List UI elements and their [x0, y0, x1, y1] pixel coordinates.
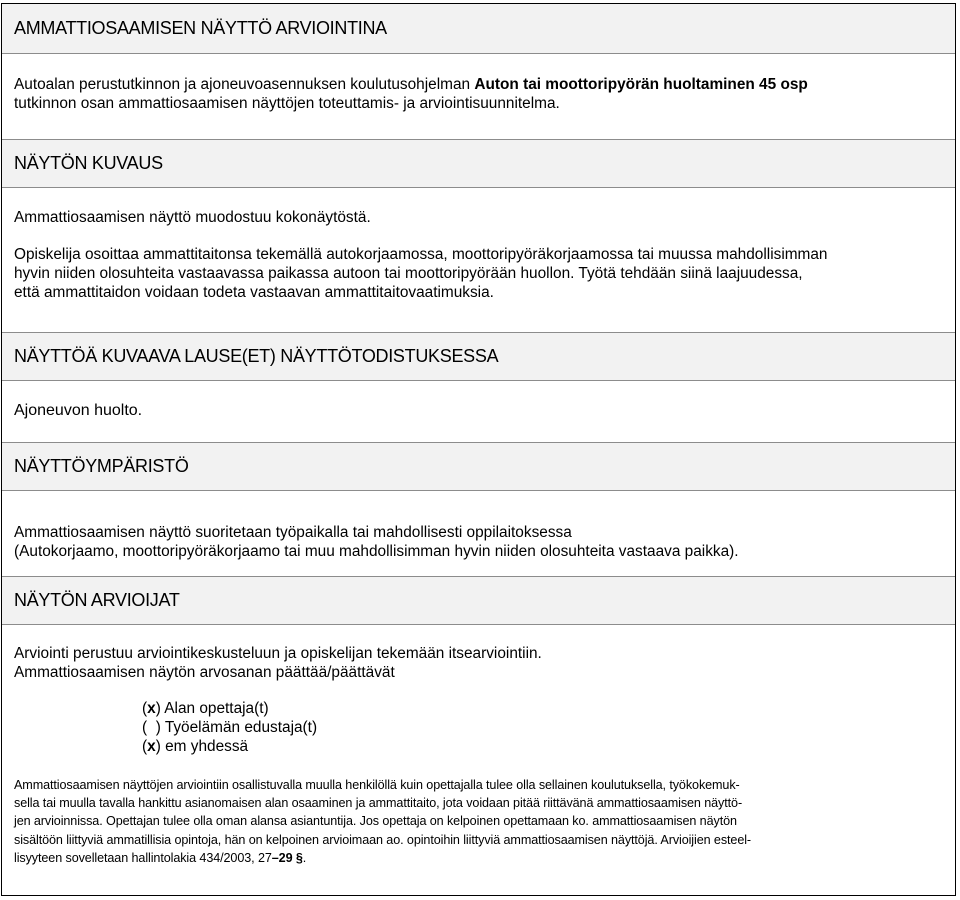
document-title: AMMATTIOSAAMISEN NÄYTTÖ ARVIOINTINA: [14, 18, 387, 38]
intro-bold-text: Auton tai moottoripyörän huoltaminen 45 osp: [474, 76, 808, 93]
option-tyoelaman-edustaja: ( ) Työelämän edustaja(t): [142, 719, 318, 736]
option-mark: x: [147, 700, 156, 717]
note-line-1: Ammattiosaamisen näyttöjen arviointiin osallistuvalla muulla henkilöllä kuin opettajalla tulee olla sellainen koulutuksella, työkokemuk-: [14, 778, 740, 792]
option-label: Työelämän edustaja(t): [164, 719, 318, 736]
ymparisto-line-2: (Autokorjaamo, moottoripyöräkorjaamo tai muu mahdollisimman hyvin niiden olosuhteita vastaava paikka).: [14, 543, 739, 560]
option-label: Alan opettaja(t): [164, 700, 269, 717]
evaluator-options: [14, 699, 943, 756]
note-last-bold: –29 §: [271, 850, 303, 865]
section-body-kuvaus: [2, 188, 955, 333]
option-label: em yhdessä: [165, 738, 249, 755]
intro-row: [2, 54, 955, 140]
section-title-kuvaus: NÄYTÖN KUVAUS: [14, 153, 163, 173]
section-body-lause: [2, 381, 955, 443]
ymparisto-line-1: Ammattiosaamisen näyttö suoritetaan työpaikalla tai mahdollisesti oppilaitoksessa: [14, 524, 572, 541]
kuvaus-paragraph-1: Ammattiosaamisen näyttö muodostuu kokonäytöstä.: [14, 209, 371, 226]
section-title-arvioijat: NÄYTÖN ARVIOIJAT: [14, 590, 180, 610]
note-last-text: lisyyteen sovelletaan hallintolakia 434/2003, 27: [14, 850, 272, 865]
evaluator-note: [14, 776, 943, 867]
title-row: [2, 4, 955, 54]
option-mark: x: [147, 738, 156, 755]
intro-text: Autoalan perustutkinnon ja ajoneuvoasennuksen koulutusohjelman: [14, 76, 475, 93]
section-title-ymparisto: NÄYTTÖYMPÄRISTÖ: [14, 456, 189, 476]
lause-paragraph: Ajoneuvon huolto.: [14, 402, 143, 419]
option-alan-opettaja: (x) Alan opettaja(t): [142, 700, 269, 717]
section-heading-ymparisto: [2, 443, 955, 491]
note-line-2: sella tai muulla tavalla hankittu asianomaisen alan osaaminen ja ammattitaito, jota voidaan pitää riittävänä ammattiosaamisen näyttö-: [14, 796, 743, 811]
section-heading-lause: [2, 333, 955, 381]
intro-line-2: tutkinnon osan ammattiosaamisen näyttöjen toteuttamis- ja arviointisuunnitelma.: [14, 95, 560, 112]
section-body-ymparisto: [2, 491, 955, 577]
arvioijat-line-2: Ammattiosaamisen näytön arvosanan päättää/päättävät: [14, 664, 395, 681]
note-line-4: sisältöön liittyviä ammatillisia opintoja, hän on kelpoinen arvioimaan ao. opintoihin liittyviä ammattiosaamisen näyttöjä. Arvioijien esteel-: [14, 832, 752, 847]
option-mark: [151, 719, 155, 736]
section-title-lause: NÄYTTÖÄ KUVAAVA LAUSE(ET) NÄYTTÖTODISTUKSESSA: [14, 346, 499, 366]
section-heading-arvioijat: [2, 577, 955, 625]
note-line-3: jen arvioinnissa. Opettajan tulee olla oman alansa asiantuntija. Jos opettaja on kelpoinen opettamaan ko. ammattiosaamisen näytön: [14, 814, 737, 829]
intro-line-1: [14, 75, 943, 94]
arvioijat-line-1: Arviointi perustuu arviointikeskusteluun ja opiskelijan tekemään itsearviointiin.: [14, 645, 542, 662]
section-heading-kuvaus: [2, 140, 955, 188]
kuvaus-paragraph-2-line-1: Opiskelija osoittaa ammattitaitonsa tekemällä autokorjaamossa, moottoripyöräkorjaamossa tai muussa mahdollisimman: [14, 246, 828, 263]
note-last-end: .: [302, 850, 307, 865]
form-table: [1, 3, 956, 896]
option-em-yhdessa: (x) em yhdessä: [142, 738, 249, 755]
kuvaus-paragraph-2-line-2: hyvin niiden olosuhteita vastaavassa paikassa autoon tai moottoripyörään huollon. Työtä tehdään siinä laajuudessa,: [14, 265, 803, 282]
note-line-5: [14, 849, 943, 867]
kuvaus-paragraph-2-line-3: että ammattitaidon voidaan todeta vastaavan ammattitaitovaatimuksia.: [14, 284, 494, 301]
section-body-arvioijat: [2, 625, 955, 885]
